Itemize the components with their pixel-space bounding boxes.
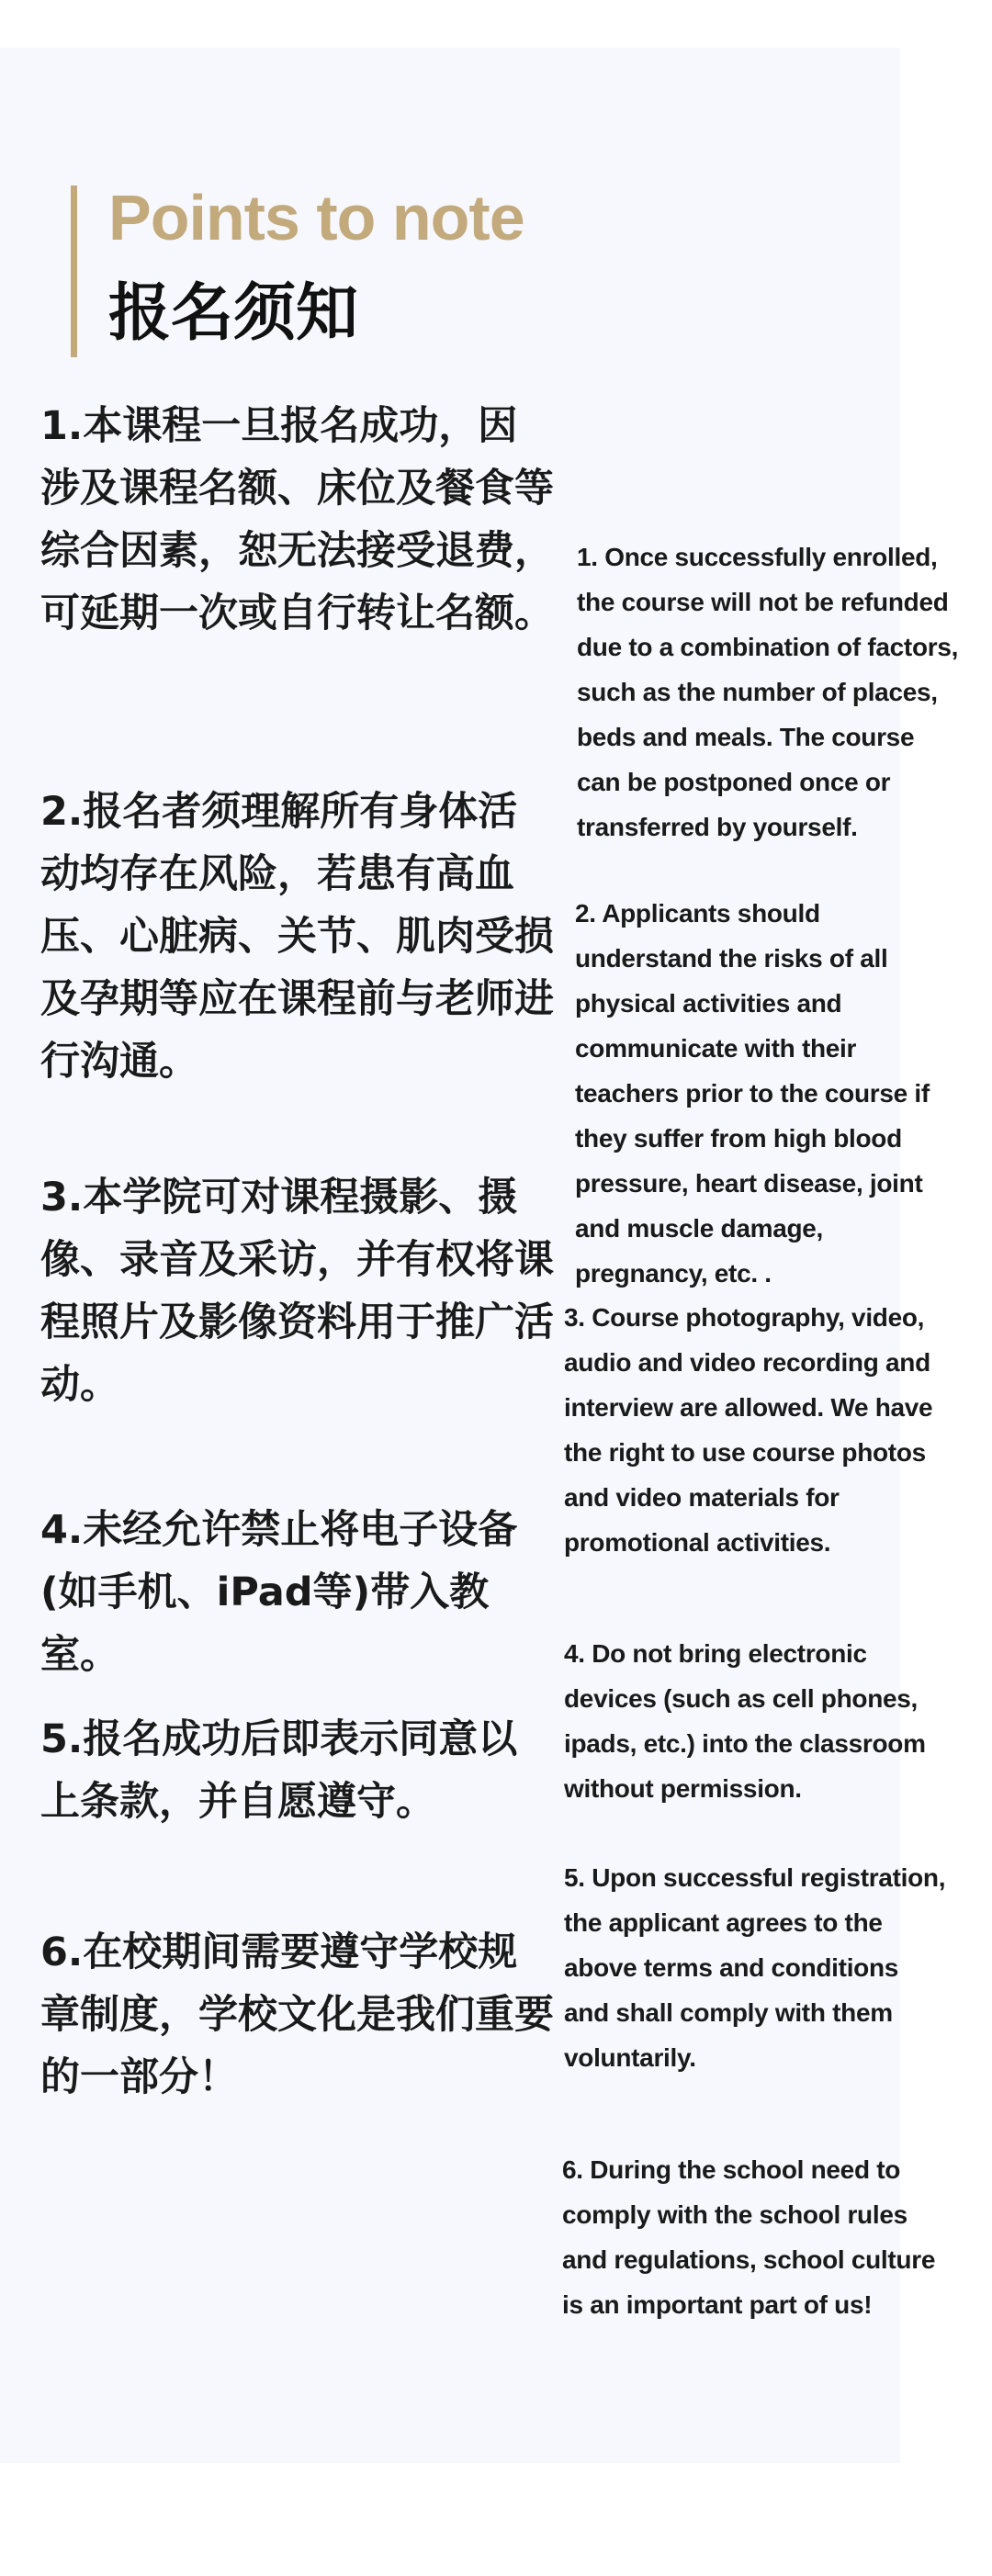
note-zh-3: 3.本学院可对课程摄影、摄像、录音及采访，并有权将课程照片及影像资料用于推广活动。 (40, 1175, 554, 1408)
note-en-5: 5. Upon successful registration, the applicant agrees to the above terms and conditions and shall comply with them voluntarily. (564, 1863, 946, 2072)
title-chinese: 报名须知 (108, 277, 359, 350)
note-zh-4: 4.未经允许禁止将电子设备(如手机、iPad等)带入教室。 (40, 1507, 518, 1678)
note-zh-5: 5.报名成功后即表示同意以上条款，并自愿遵守。 (40, 1716, 518, 1825)
note-en-4: 4. Do not bring electronic devices (such as cell phones, ipads, etc.) into the classroom without permission. (564, 1639, 926, 1803)
note-en-3: 3. Course photography, video, audio and video recording and interview are allowed. We have the right to use course photos and video materials for promotional activities. (564, 1303, 933, 1557)
note-zh-2: 2.报名者须理解所有身体活动均存在风险，若患有高血压、心脏病、关节、肌肉受损及孕期等应在课程前与老师进行沟通。 (40, 789, 554, 1085)
note-en-2: 2. Applicants should understand the risks of all physical activities and communicate with their teachers prior to the course if they suffer from high blood pressure, heart disease, joint and muscle damage, pregnancy, etc. . (575, 899, 930, 1288)
note-zh-1: 1.本课程一旦报名成功，因涉及课程名额、床位及餐食等综合因素，恕无法接受退费，可延期一次或自行转让名额。 (40, 403, 554, 636)
title-accent-bar (71, 186, 77, 357)
note-en-6: 6. During the school need to comply with the school rules and regulations, school culture is an important part of us! (562, 2155, 936, 2319)
note-en-1: 1. Once successfully enrolled, the course will not be refunded due to a combination of factors, such as the number of places, beds and meals. The course can be postponed once or transferred by yourself. (577, 543, 959, 841)
title-english: Points to note (108, 182, 524, 253)
notes-panel (0, 48, 959, 2463)
note-zh-6: 6.在校期间需要遵守学校规章制度，学校文化是我们重要的一部分！ (40, 1929, 554, 2100)
